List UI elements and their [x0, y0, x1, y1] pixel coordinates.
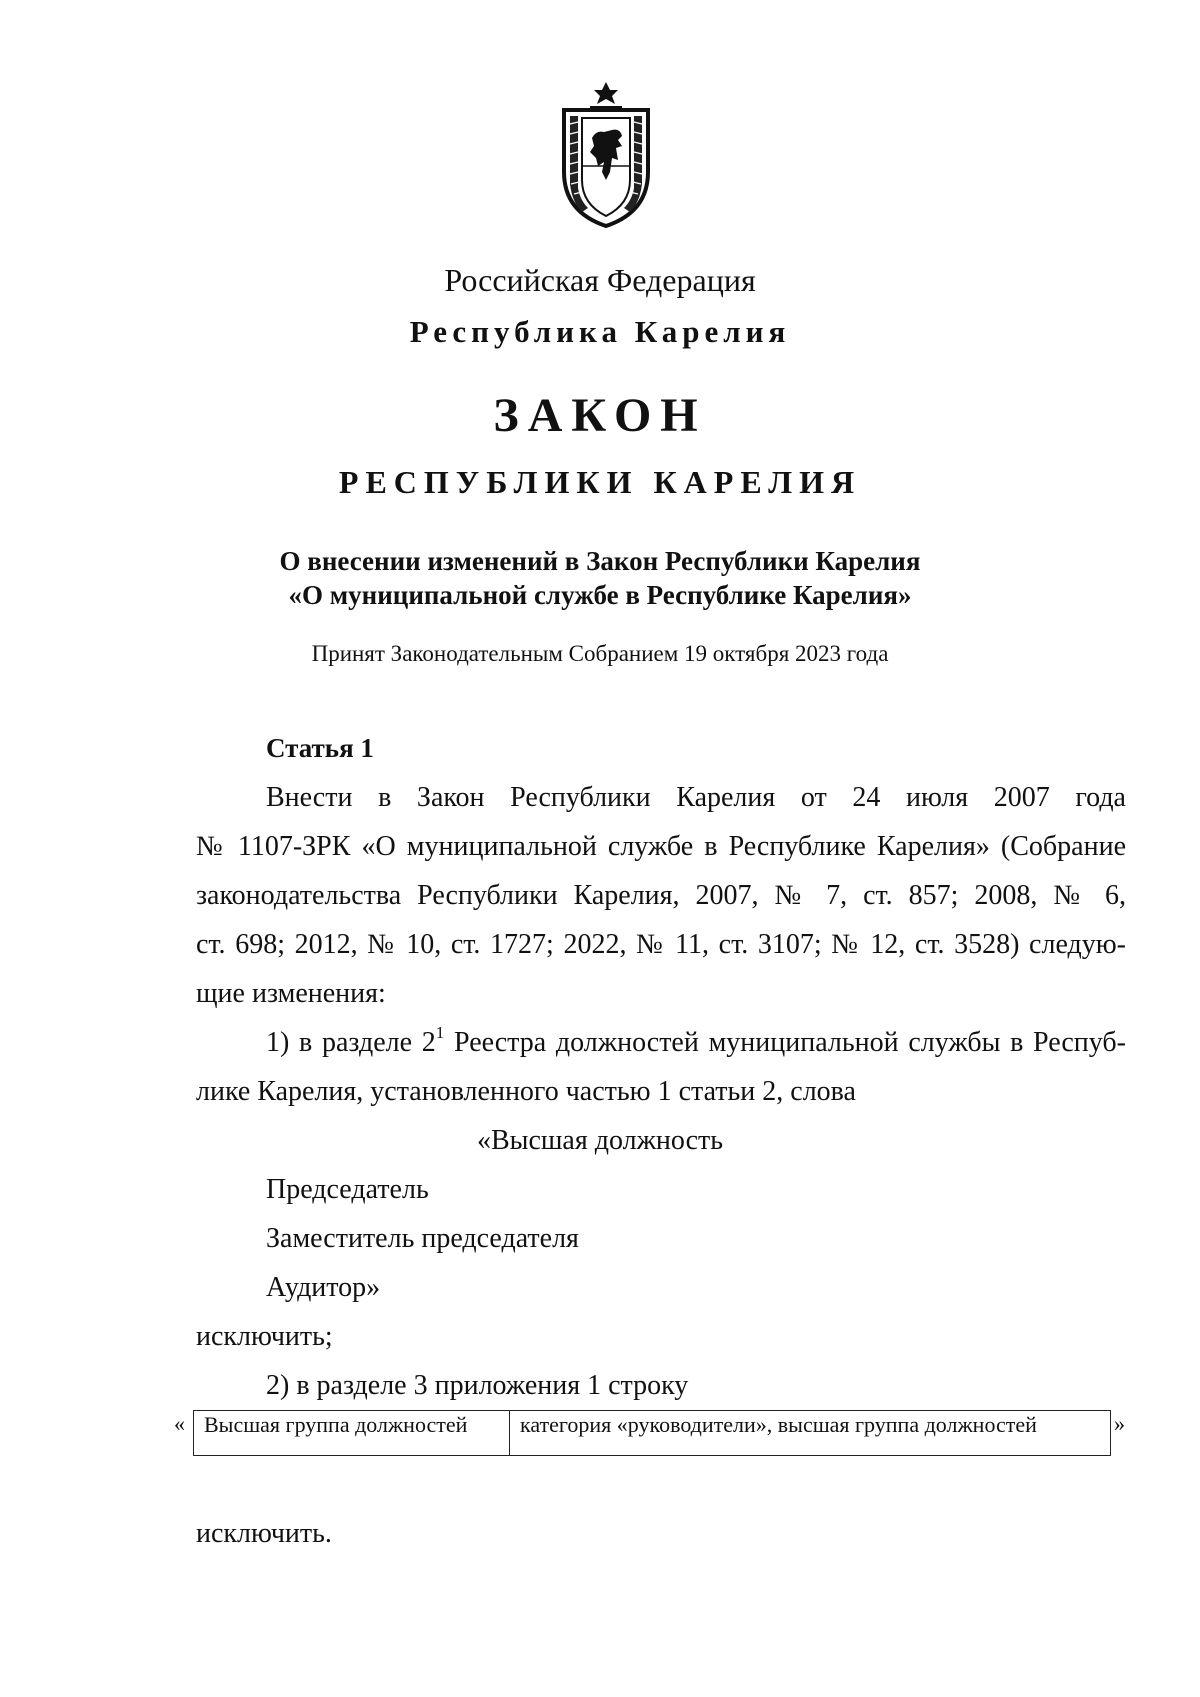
item-1-superscript: 1 — [435, 1023, 445, 1042]
republic-name: Республика Карелия — [409, 314, 791, 349]
item-1-post: Реестра должностей муниципальной службы в Респуб- — [444, 1027, 1126, 1058]
law-title-line-2: «О муниципальной службе в Республике Карелия» — [288, 580, 912, 610]
article-text-line: ст. 698; 2012, № 10, ст. 1727; 2022, № 11, ст. 3107; № 12, ст. 3528) следую- — [196, 929, 1126, 960]
law-title-line-1: О внесении изменений в Закон Республики Карелия — [279, 546, 921, 576]
table-close-quote: » — [1114, 1411, 1125, 1436]
article-text-line: № 1107-ЗРК «О муниципальной службе в Республике Карелия» (Собрание — [196, 831, 1126, 862]
exclude-instruction-1: исключить; — [196, 1321, 333, 1352]
country-name: Российская Федерация — [444, 262, 756, 298]
item-1-line-1 — [266, 1023, 1126, 1059]
position-item: Аудитор» — [266, 1272, 381, 1303]
table-cell: категория «руководители», высшая группа должностей — [520, 1412, 1037, 1437]
item-1-pre: 1) в разделе 2 — [266, 1027, 436, 1058]
quoted-section-heading: «Высшая должность — [476, 1125, 724, 1156]
adoption-note: Принят Законодательным Собранием 19 октября 2023 года — [311, 641, 889, 666]
issuer-name: РЕСПУБЛИКИ КАРЕЛИЯ — [338, 464, 862, 500]
position-item: Председатель — [266, 1174, 429, 1205]
coat-of-arms-emblem — [556, 80, 656, 228]
document-type: ЗАКОН — [493, 389, 707, 442]
item-2-text: 2) в разделе 3 приложения 1 строку — [266, 1370, 689, 1401]
excluded-table-row — [193, 1410, 1111, 1456]
article-text-line: щие изменения: — [196, 978, 386, 1009]
position-item: Заместитель председателя — [266, 1223, 579, 1254]
table-open-quote: « — [174, 1411, 185, 1436]
article-heading: Статья 1 — [266, 733, 374, 763]
table-cell: Высшая группа должностей — [194, 1411, 510, 1455]
exclude-instruction-2: исключить. — [196, 1518, 332, 1549]
item-1-line-2: лике Карелия, установленного частью 1 статьи 2, слова — [196, 1076, 856, 1107]
star-icon — [594, 82, 618, 104]
article-text-line: законодательства Республики Карелия, 2007, № 7, ст. 857; 2008, № 6, — [196, 880, 1126, 911]
article-text-line: Внести в Закон Республики Карелия от 24 июля 2007 года — [266, 782, 1126, 813]
